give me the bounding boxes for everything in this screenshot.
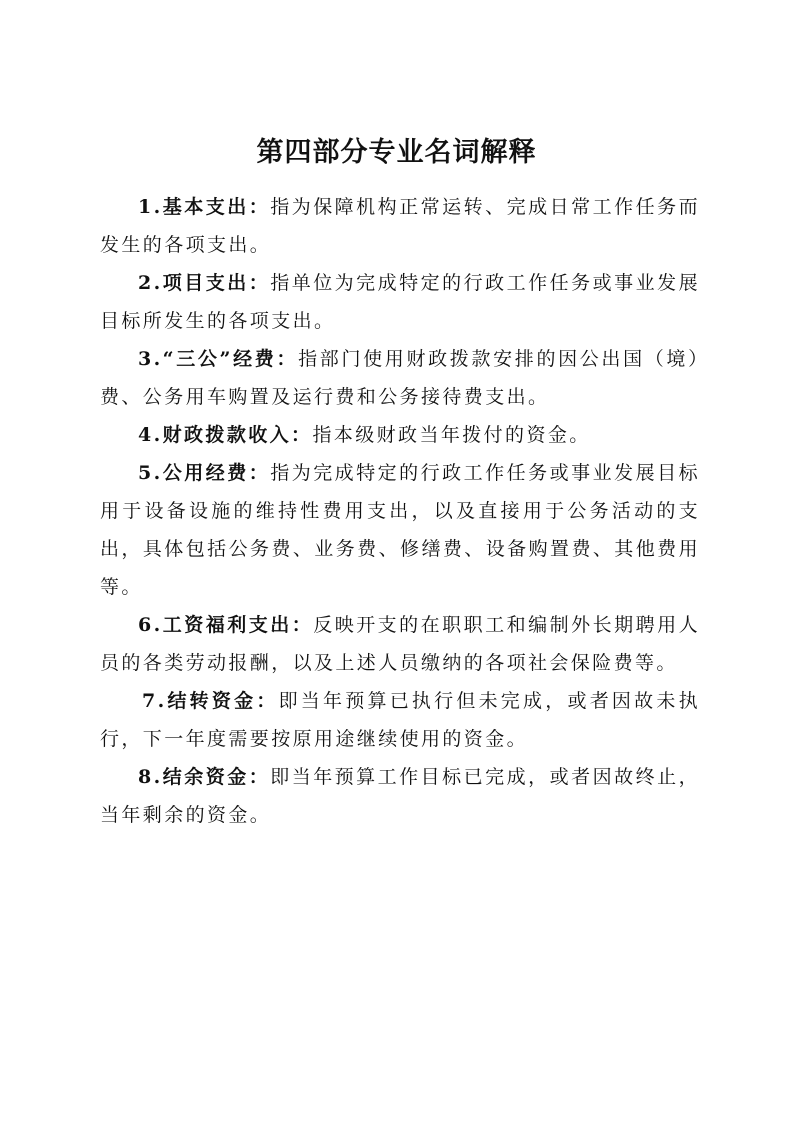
glossary-definition: 反映开支的在职职工和编制外长期聘用人员的各类劳动报酬，以及上述人员缴纳的各项社会保险费等。 bbox=[100, 614, 701, 674]
glossary-item-basic-expenditure bbox=[100, 188, 700, 264]
page-title: 第四部分专业名词解释 bbox=[256, 137, 537, 168]
glossary-definition: 指单位为完成特定的行政工作任务或事业发展目标所发生的各项支出。 bbox=[100, 272, 700, 332]
glossary-term: 1.基本支出： bbox=[138, 196, 271, 218]
glossary-term: 6.工资福利支出： bbox=[138, 614, 314, 636]
glossary-definition: 指为完成特定的行政工作任务或事业发展目标用于设备设施的维持性费用支出，以及直接用于公务活动的支出，具体包括公务费、业务费、修缮费、设备购置费、其他费用等。 bbox=[100, 462, 700, 598]
glossary-item-fiscal-allocation-income bbox=[100, 416, 700, 454]
glossary-term: 2.项目支出： bbox=[138, 272, 271, 294]
glossary-term: 3.“三公”经费： bbox=[138, 348, 299, 370]
glossary-term: 8.结余资金： bbox=[138, 766, 271, 788]
glossary-item-carryover-funds bbox=[100, 682, 700, 758]
glossary-term: 4.财政拨款收入： bbox=[138, 424, 313, 446]
glossary-item-surplus-funds bbox=[100, 758, 700, 834]
glossary-item-public-funds bbox=[100, 454, 700, 606]
glossary-definition: 指为保障机构正常运转、完成日常工作任务而发生的各项支出。 bbox=[100, 196, 700, 256]
glossary-item-three-public-funds bbox=[100, 340, 700, 416]
glossary-definition: 指本级财政当年拨付的资金。 bbox=[312, 424, 591, 446]
glossary-term: 5.公用经费： bbox=[138, 462, 271, 484]
glossary-item-project-expenditure bbox=[100, 264, 700, 340]
glossary-term: 7.结转资金： bbox=[142, 690, 279, 712]
glossary-body bbox=[100, 188, 700, 834]
glossary-definition: 指部门使用财政拨款安排的因公出国（境）费、公务用车购置及运行费和公务接待费支出。 bbox=[100, 348, 700, 408]
glossary-definition: 即当年预算已执行但未完成，或者因故未执行，下一年度需要按原用途继续使用的资金。 bbox=[100, 690, 700, 750]
glossary-definition: 即当年预算工作目标已完成，或者因故终止，当年剩余的资金。 bbox=[100, 766, 700, 826]
glossary-item-salary-welfare-expenditure bbox=[100, 606, 700, 682]
